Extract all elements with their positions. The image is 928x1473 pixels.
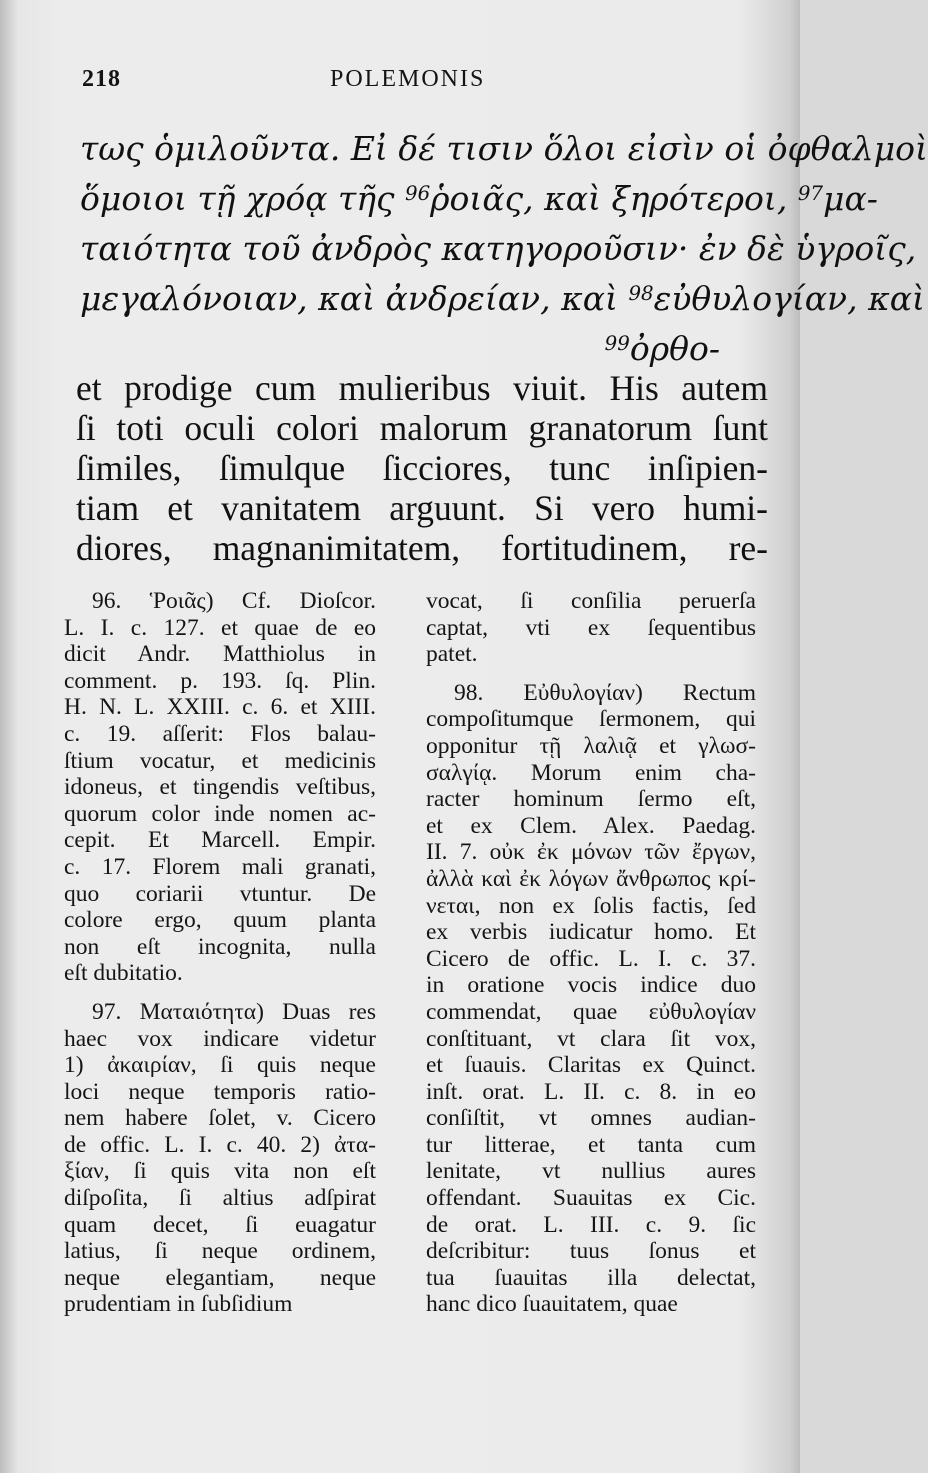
latin-line-1: et prodige cum mulieribus viuit. His autem xyxy=(76,368,768,408)
note-line: quam decet, ſi euagatur xyxy=(64,1211,376,1238)
note-line: tur litterae, et tanta cum xyxy=(426,1131,756,1158)
note-line: comment. p. 193. ſq. Plin. xyxy=(64,667,376,694)
page-header xyxy=(82,66,722,106)
note-line: nem habere ſolet, v. Cicero xyxy=(64,1105,376,1132)
notes-right-column xyxy=(426,588,756,1330)
note-line: νεται, non ex ſolis factis, ſed xyxy=(426,892,756,919)
note-line: 1) ἀκαιρίαν, ſi quis neque xyxy=(64,1052,376,1079)
note-line: et ex Clem. Alex. Paedag. xyxy=(426,812,756,839)
note-line: hanc dico ſuauitatem, quae xyxy=(426,1291,678,1318)
running-title: POLEMONIS xyxy=(330,66,486,92)
latin-line-5: diores, magnanimitatem, fortitudinem, re- xyxy=(76,528,768,568)
note-line: conſtituant, vt clara ſit vox, xyxy=(426,1025,756,1052)
note-line: c. 19. aſſerit: Flos balau- xyxy=(64,720,376,747)
greek-line-4-part-a: μεγαλόνοιαν, καὶ ἀνδρείαν, καὶ xyxy=(80,279,629,318)
greek-line-5 xyxy=(80,324,770,374)
note-97-continued xyxy=(426,588,756,668)
note-line: σαλγίᾳ. Morum enim cha- xyxy=(426,759,756,786)
note-line: loci neque temporis ratio- xyxy=(64,1078,376,1105)
notes-left-column xyxy=(64,588,376,1330)
note-line: L. I. c. 127. et quae de eo xyxy=(64,614,376,641)
note-line: offendant. Suauitas ex Cic. xyxy=(426,1185,756,1212)
note-line: dicit Andr. Matthiolus in xyxy=(64,641,376,668)
note-line: ἀλλὰ καὶ ἐκ λόγων ἄνθρωπος κρί- xyxy=(426,865,756,892)
note-line: non eſt incognita, nulla xyxy=(64,933,376,960)
note-line: vocat, ſi conſilia peruerſa xyxy=(426,588,756,614)
note-line: II. 7. οὐκ ἐκ μόνων τῶν ἔργων, xyxy=(426,839,756,866)
latin-line-3: ſimiles, ſimulque ſicciores, tunc inſipien- xyxy=(76,448,768,488)
note-line: 97. Ματαιότητα) Duas res xyxy=(92,998,376,1025)
note-line: opponitur τῇ λαλιᾷ et γλωσ- xyxy=(426,732,756,759)
note-line: patet. xyxy=(426,641,478,668)
note-line: latius, ſi neque ordinem, xyxy=(64,1238,376,1265)
note-line: ex verbis iudicatur homo. Et xyxy=(426,919,756,946)
note-line: neque elegantiam, neque xyxy=(64,1264,376,1291)
footnote-marker-96: 96 xyxy=(404,182,431,206)
note-line: 96. Ῥοιᾶς) Cf. Dioſcor. xyxy=(92,588,376,614)
greek-line-4-part-b: εὐθυλογίαν, καὶ xyxy=(653,279,925,318)
note-line: racter hominum ſermo eſt, xyxy=(426,786,756,813)
note-98 xyxy=(426,680,756,1318)
note-line: prudentiam in ſubſidium xyxy=(64,1291,293,1318)
greek-line-2 xyxy=(80,174,878,224)
note-line: inſt. orat. L. II. c. 8. in eo xyxy=(426,1078,756,1105)
note-line: deſcribitur: tuus ſonus et xyxy=(426,1238,756,1265)
greek-line-4 xyxy=(80,274,925,324)
page-number: 218 xyxy=(82,66,121,92)
note-line: in oratione vocis indice duo xyxy=(426,972,756,999)
note-line: colore ergo, quum planta xyxy=(64,907,376,934)
note-line: et ſuauis. Claritas ex Quinct. xyxy=(426,1052,756,1079)
footnote-marker-97: 97 xyxy=(797,182,824,206)
note-line: conſiſtit, vt omnes audian- xyxy=(426,1105,756,1132)
note-line: 98. Εὐθυλογίαν) Rectum xyxy=(454,679,756,706)
note-line: c. 17. Florem mali granati, xyxy=(64,853,376,880)
note-line: captat, vti ex ſequentibus xyxy=(426,614,756,641)
latin-line-4: tiam et vanitatem arguunt. Si vero humi- xyxy=(76,488,768,528)
note-line: H. N. L. XXIII. c. 6. et XIII. xyxy=(64,694,376,721)
note-line: cepit. Et Marcell. Empir. xyxy=(64,827,376,854)
note-line: compoſitumque ſermonem, qui xyxy=(426,706,756,733)
latin-translation-block xyxy=(76,368,768,568)
note-line: tua ſuauitas illa delectat, xyxy=(426,1264,756,1291)
footnote-marker-99: 99 xyxy=(604,332,630,356)
note-line: de orat. L. III. c. 9. ſic xyxy=(426,1211,756,1238)
greek-line-3: ταιότητα τοῦ ἀνδρὸς κατηγοροῦσιν· ἐν δὲ ὑγροῖς, xyxy=(80,229,917,268)
footnote-marker-98: 98 xyxy=(628,282,654,306)
note-line: eſt dubitatio. xyxy=(64,960,183,987)
note-line: ξίαν, ſi quis vita non eſt xyxy=(64,1158,376,1185)
greek-line-2-part-c: μα- xyxy=(823,179,878,218)
note-line: ſtium vocatur, et medicinis xyxy=(64,747,376,774)
greek-line-2-part-b: ῥοιᾶς, καὶ ξηρότεροι, xyxy=(430,179,798,218)
greek-line-2-part-a: ὅμοιοι τῇ χρόᾳ τῆς xyxy=(80,179,405,218)
note-line: lenitate, vt nullius aures xyxy=(426,1158,756,1185)
note-line: commendat, quae εὐθυλογίαν xyxy=(426,998,756,1025)
note-line: de offic. L. I. c. 40. 2) ἀτα- xyxy=(64,1131,376,1158)
note-line: quorum color inde nomen ac- xyxy=(64,800,376,827)
note-line: diſpoſita, ſi altius adſpirat xyxy=(64,1185,376,1212)
note-line: haec vox indicare videtur xyxy=(64,1025,376,1052)
greek-text-block xyxy=(80,124,928,374)
latin-line-2: ſi toti oculi colori malorum granatorum ſunt xyxy=(76,408,768,448)
greek-line-5-part-b: ὀρθο- xyxy=(629,329,720,368)
note-96 xyxy=(64,588,376,987)
note-97 xyxy=(64,999,376,1318)
note-line: quo coriarii vtuntur. De xyxy=(64,880,376,907)
note-line: Cicero de offic. L. I. c. 37. xyxy=(426,945,756,972)
note-line: idoneus, et tingendis veſtibus, xyxy=(64,774,376,801)
greek-line-1: τως ὁμιλοῦντα. Εἰ δέ τισιν ὅλοι εἰσὶν οἱ ὀφθαλμοὶ xyxy=(80,129,928,168)
